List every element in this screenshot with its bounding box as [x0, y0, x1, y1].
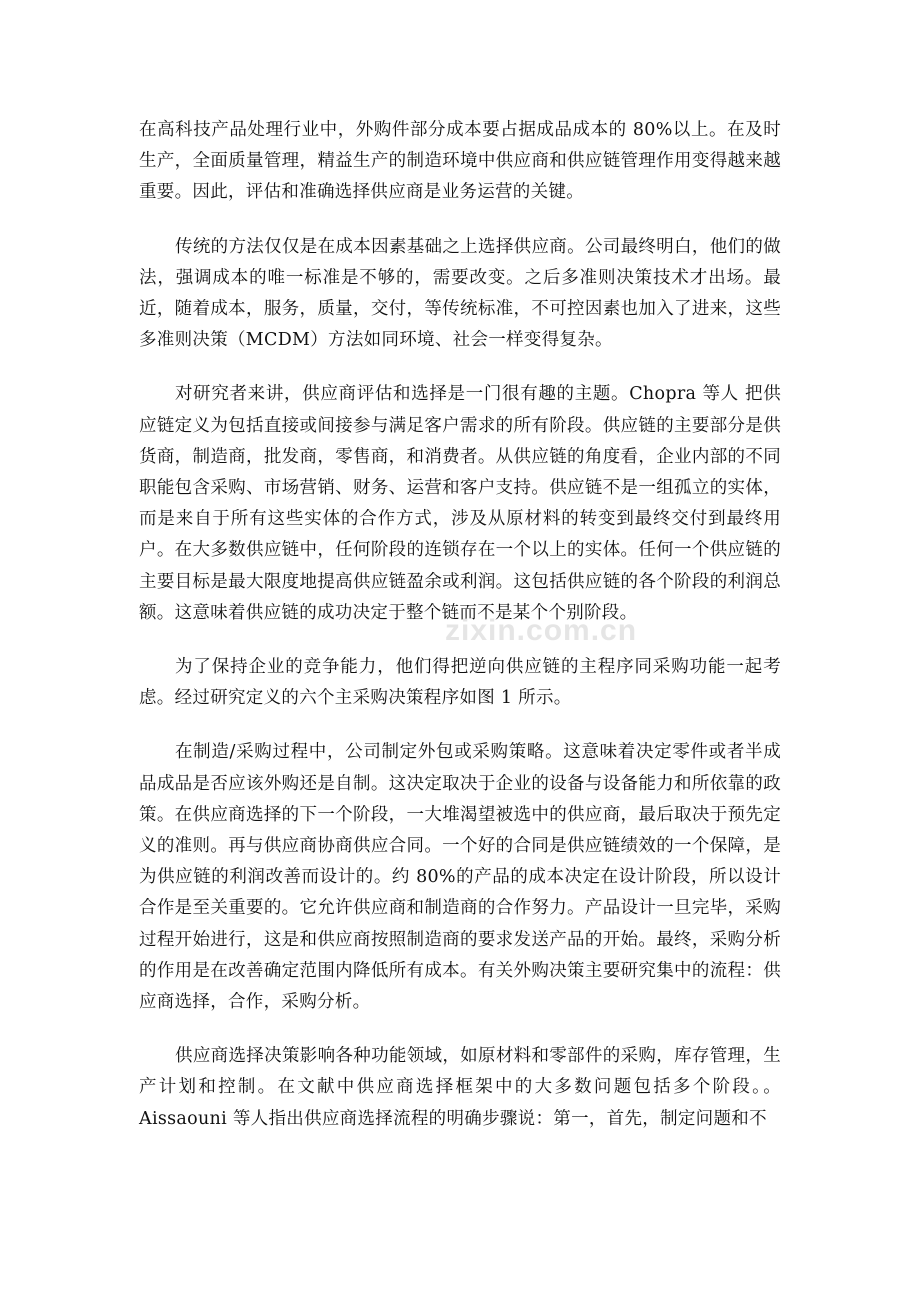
paragraph-2: 传统的方法仅仅是在成本因素基础之上选择供应商。公司最终明白，他们的做法，强调成本的唯一标准是不够的，需要改变。之后多准则决策技术才出场。最近，随着成本，服务，质量，交付，等传统标准，不可控因素也加入了进来，这些多准则决策（MCDM）方法如同环境、社会一样变得复杂。	[139, 236, 781, 351]
paragraph-4: 为了保持企业的竞争能力，他们得把逆向供应链的主程序同采购功能一起考虑。经过研究定义的六个主采购决策程序如图 1 所示。	[139, 657, 781, 709]
watermark: zixin.com.cn	[445, 614, 638, 647]
paragraph-1: 在高科技产品处理行业中，外购件部分成本要占据成品成本的 80%以上。在及时生产，全面质量管理，精益生产的制造环境中供应商和供应链管理作用变得越来越重要。因此，评估和准确选择供应商是业务运营的关键。	[139, 120, 781, 203]
paragraph-3: 对研究者来讲，供应商评估和选择是一门很有趣的主题。Chopra 等人 把供应链定义为包括直接或间接参与满足客户需求的所有阶段。供应链的主要部分是供货商，制造商，批发商，零售商，和消费者。从供应链的角度看，企业内部的不同职能包含采购、市场营销、财务、运营和客户支持。供应链不是一组孤立的实体，而是来自于所有这些实体的合作方式，涉及从原材料的转变到最终交付到最终用户。在大多数供应链中，任何阶段的连锁存在一个以上的实体。任何一个供应链的主要目标是最大限度地提高供应链盈余或利润。这包括供应链的各个阶段的利润总额。这意味着供应链的成功决定于整个链而不是某个个别阶段。	[139, 384, 781, 623]
paragraph-5: 在制造/采购过程中，公司制定外包或采购策略。这意味着决定零件或者半成品成品是否应该外购还是自制。这决定取决于企业的设备与设备能力和所依靠的政策。在供应商选择的下一个阶段，一大堆渴望被选中的供应商，最后取决于预先定义的准则。再与供应商协商供应合同。一个好的合同是供应链绩效的一个保障，是为供应链的利润改善而设计的。约 80%的产品的成本决定在设计阶段，所以设计合作是至关重要的。它允许供应商和制造商的合作努力。产品设计一旦完毕，采购过程开始进行，这是和供应商按照制造商的要求发送产品的开始。最终，采购分析的作用是在改善确定范围内降低所有成本。有关外购决策主要研究集中的流程：供应商选择，合作，采购分析。	[139, 742, 781, 1013]
paragraph-6: 供应商选择决策影响各种功能领域，如原材料和零部件的采购，库存管理，生产计划和控制。在文献中供应商选择框架中的大多数问题包括多个阶段。。Aissaouni 等人指出供应商选择流程的明确步骤说：第一，首先，制定问题和不	[139, 1046, 781, 1129]
document-body	[139, 115, 781, 1158]
